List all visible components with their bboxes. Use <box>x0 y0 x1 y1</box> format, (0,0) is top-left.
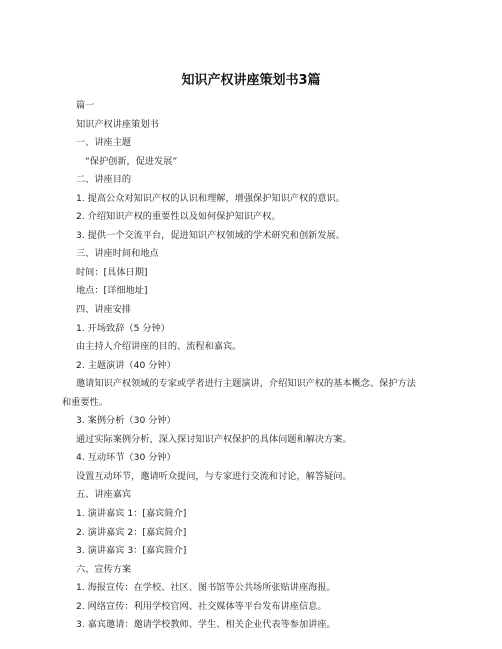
time-line: 时间：[具体日期] <box>76 266 148 278</box>
purpose-item: 2. 介绍知识产权的重要性以及如何保护知识产权。 <box>76 211 281 223</box>
schedule-item: 1. 开场致辞（5 分钟） <box>76 322 170 334</box>
schedule-item: 4. 互动环节（30 分钟） <box>76 452 176 464</box>
purpose-item: 1. 提高公众对知识产权的认识和理解，增强保护知识产权的意识。 <box>76 192 345 204</box>
purpose-item: 3. 提供一个交流平台，促进知识产权领域的学术研究和创新发展。 <box>76 229 345 241</box>
topic-quote: “保护创新，促进发展” <box>85 155 178 167</box>
heading-time-place: 三、讲座时间和地点 <box>76 248 159 260</box>
schedule-item: 3. 案例分析（30 分钟） <box>76 415 176 427</box>
document-body <box>62 97 436 635</box>
promotion-item: 2. 网络宣传：利用学校官网、社交媒体等平台发布讲座信息。 <box>76 600 327 612</box>
schedule-desc: 设置互动环节，邀请听众提问，与专家进行交流和讨论，解答疑问。 <box>76 470 352 482</box>
section-label: 篇一 <box>76 100 95 111</box>
document-title: 知识产权讲座策划书3篇 <box>181 73 321 88</box>
heading-topic: 一、讲座主题 <box>76 137 132 149</box>
promotion-item: 1. 海报宣传：在学校、社区、图书馆等公共场所张贴讲座海报。 <box>76 582 336 594</box>
guest-item: 2. 演讲嘉宾 2：[嘉宾简介] <box>76 526 187 538</box>
guest-item: 1. 演讲嘉宾 1：[嘉宾简介] <box>76 508 187 520</box>
place-line: 地点：[详细地址] <box>76 285 148 297</box>
schedule-item: 2. 主题演讲（40 分钟） <box>76 359 176 371</box>
heading-guests: 五、讲座嘉宾 <box>76 489 132 501</box>
schedule-desc-continued: 和重要性。 <box>62 396 108 408</box>
heading-promotion: 六、宣传方案 <box>76 563 132 575</box>
heading-schedule: 四、讲座安排 <box>76 304 132 316</box>
schedule-desc: 邀请知识产权领域的专家或学者进行主题演讲，介绍知识产权的基本概念、保护方法 <box>76 378 416 390</box>
heading-purpose: 二、讲座目的 <box>76 174 132 186</box>
schedule-desc: 由主持人介绍讲座的目的、流程和嘉宾。 <box>76 341 242 353</box>
guest-item: 3. 演讲嘉宾 3：[嘉宾简介] <box>76 545 187 557</box>
subtitle: 知识产权讲座策划书 <box>76 118 159 130</box>
promotion-item: 3. 嘉宾邀请：邀请学校教师、学生、相关企业代表等参加讲座。 <box>76 619 336 631</box>
schedule-desc: 通过实际案例分析，深入探讨知识产权保护的具体问题和解决方案。 <box>76 433 352 445</box>
